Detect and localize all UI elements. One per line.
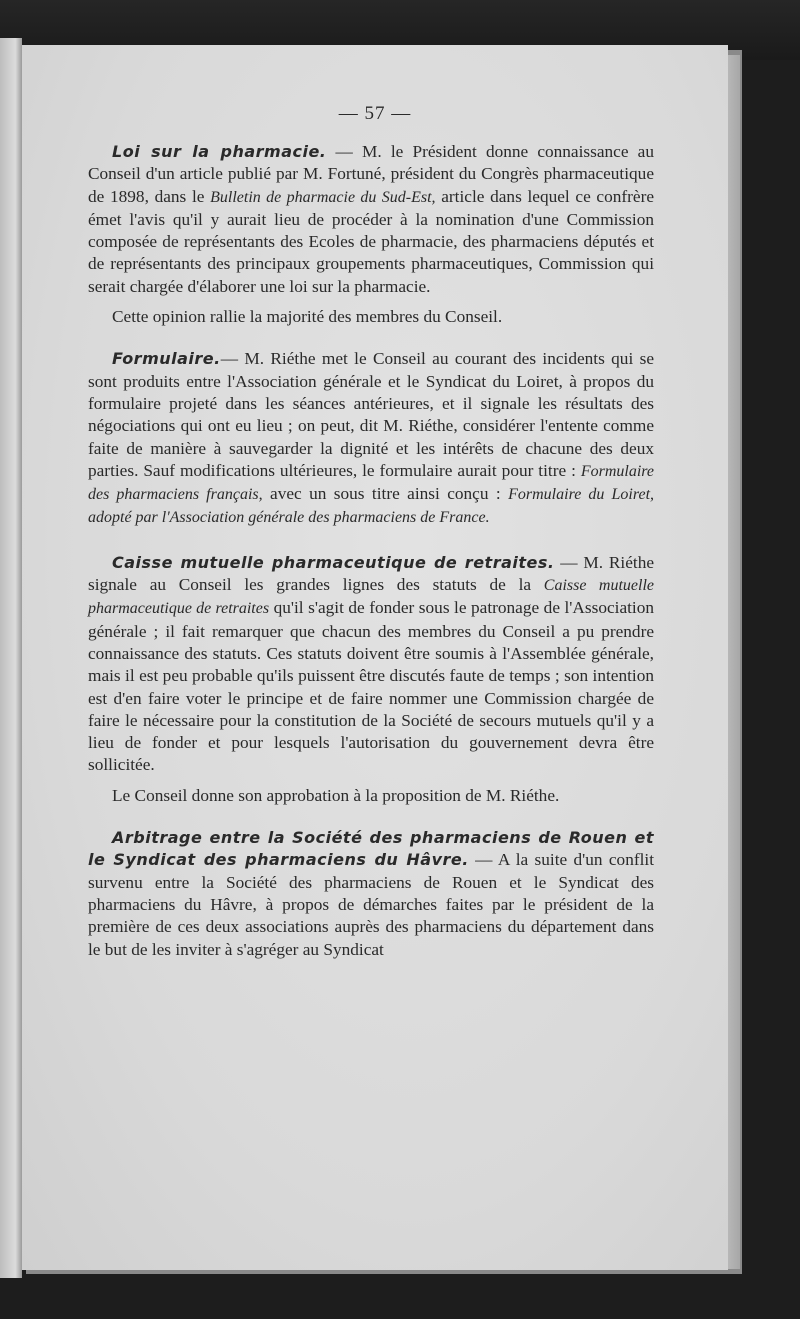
section-loi-pharmacie: [88, 141, 654, 298]
section-formulaire: [88, 348, 654, 529]
section-caisse-mutuelle: [88, 552, 654, 777]
section-body-tail: qu'il s'agit de fonder sous le patronage de l'Association générale ; il fait remarquer que chacun des membres du Conseil a pu prendre connaissance des statuts. Ces statuts doivent être soumis à l'Assemblée générale, mais il est peu probable qu'ils puissent être discutés faute de temps ; son intention est d'en faire voter le principe et de faire nommer une Commission chargée de faire le nécessaire pour la constitution de la Société de secours mutuels qu'il y a lieu de fonder et pour lesquels l'autorisation du gouvernement devra être sollicitée.: [88, 598, 655, 775]
section-body-tail: article dans lequel ce confrère émet l'avis qu'il y aurait lieu de procéder à la nomination d'une Commission composée de représentants des Ecoles de pharmacie, des pharmaciens députés et de représentants des principaux groupements pharmaceutiques, Commission qui serait chargée d'élaborer une loi sur la pharmacie.: [88, 186, 654, 296]
section-followup: Le Conseil donne son approbation à la proposition de M. Riéthe.: [112, 785, 560, 805]
section-heading: Loi sur la pharmacie.: [112, 142, 327, 161]
previous-page-edge: [0, 38, 22, 1278]
section-body: — M. Riéthe signale au Conseil les grandes lignes des statuts de la: [88, 552, 655, 595]
book-page: [22, 45, 728, 1270]
page-text: [88, 141, 654, 961]
section-body: — M. Riéthe met le Conseil au courant des incidents qui se sont produits entre l'Association générale et le Syndicat du Loiret, à propos du formulaire projeté dans les séances antérieures, et il signale les résultats des négociations qui ont eu lieu ; on peut, dit M. Riéthe, considérer l'entente comme faite de manière à sauvegarder la dignité et les intérêts de chacune des deux parties. Sauf modifications ultérieures, le formulaire aurait pour titre :: [88, 349, 654, 480]
section-body: — A la suite d'un conflit survenu entre la Société des pharmaciens de Rouen et le Syndicat des pharmaciens du Hâvre, à propos de démarches faites par le président de la première de ces deux associations auprès des pharmaciens du département dans le but de les inviter à s'agréger au Syndicat: [88, 850, 654, 959]
section-body-mid: avec un sous titre ainsi conçu :: [262, 484, 509, 504]
section-heading: Caisse mutuelle pharmaceutique de retraites.: [112, 552, 555, 572]
formulary-title: Formulaire des pharmaciens français,: [88, 462, 654, 504]
section-body: — M. le Président donne connaissance au Conseil d'un article publié par M. Fortuné, président du Congrès pharmaceutique de 1898, dans le: [88, 142, 654, 206]
section-heading: Arbitrage entre la Société des pharmaciens de Rouen et le Syndicat des pharmaciens du Hâvre.: [88, 828, 654, 870]
section-followup: Cette opinion rallie la majorité des membres du Conseil.: [112, 307, 503, 327]
section-arbitrage: [88, 827, 654, 961]
page-number: — 57 —: [338, 103, 412, 124]
journal-title: Bulletin de pharmacie du Sud-Est,: [210, 188, 436, 206]
fund-name: Caisse mutuelle pharmaceutique de retraites: [88, 577, 654, 618]
formulary-subtitle: Formulaire du Loiret, adopté par l'Association générale des pharmaciens de France.: [88, 486, 655, 527]
section-heading: Formulaire.: [112, 349, 221, 369]
